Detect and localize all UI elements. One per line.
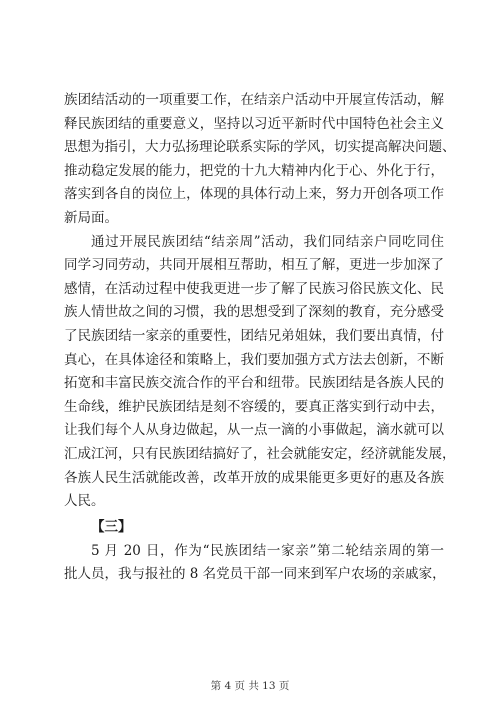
paragraph-1 xyxy=(64,89,456,231)
text-line: 族人情世故之间的习惯，我的思想受到了深刻的教育，充分感受 xyxy=(64,304,444,321)
text-line: 真心，在具体途径和策略上，我们要加强方式方法去创新，不断 xyxy=(64,351,444,368)
text-line: 5 月 20 日，作为“民族团结一家亲”第二轮结亲周的第一 xyxy=(91,542,444,559)
text-line: 释民族团结的重要意义，坚持以习近平新时代中国特色社会主义 xyxy=(64,115,444,132)
text-line: 拓宽和丰富民族交流合作的平台和纽带。民族团结是各族人民的 xyxy=(64,375,444,392)
text-line: 生命线，维护民族团结是刻不容缓的，要真正落实到行动中去， xyxy=(64,398,444,415)
text-line: 思想为指引，大力弘扬理论联系实际的学风，切实提高解决问题、 xyxy=(64,139,456,156)
text-line: 了民族团结一家亲的重要性，团结兄弟姐妹，我们要出真情，付 xyxy=(64,327,444,344)
text-line: 批人员，我与报社的 8 名党员干部一同来到军户农场的亲戚家， xyxy=(64,566,446,583)
page-number-footer: 第 4 页 共 13 页 xyxy=(210,680,290,692)
text-line: 族团结活动的一项重要工作，在结亲户活动中开展宣传活动，解 xyxy=(64,92,444,108)
section-heading: 【三】 xyxy=(91,518,132,535)
document-body xyxy=(64,89,456,587)
text-line: 汇成江河，只有民族团结搞好了，社会就能安定，经济就能发展， xyxy=(64,445,456,462)
text-line: 各族人民生活就能改善，改革开放的成果能更多更好的惠及各族 xyxy=(64,469,444,486)
text-line: 新局面。 xyxy=(64,209,118,226)
text-line: 感情，在活动过程中使我更进一步了解了民族习俗民族文化、民 xyxy=(64,280,444,297)
text-line: 同学习同劳动，共同开展相互帮助，相互了解，更进一步加深了 xyxy=(64,257,444,274)
paragraph-2 xyxy=(64,231,456,514)
text-line: 让我们每个人从身边做起，从一点一滴的小事做起，滴水就可以 xyxy=(64,422,444,439)
text-line: 通过开展民族团结“结亲周”活动，我们同结亲户同吃同住 xyxy=(91,233,444,250)
paragraph-3 xyxy=(64,540,444,587)
text-line: 人民。 xyxy=(64,493,105,510)
text-line: 推动稳定发展的能力，把党的十九大精神内化于心、外化于行， xyxy=(64,162,444,179)
text-line: 落实到各自的岗位上，体现的具体行动上来，努力开创各项工作 xyxy=(64,186,444,203)
